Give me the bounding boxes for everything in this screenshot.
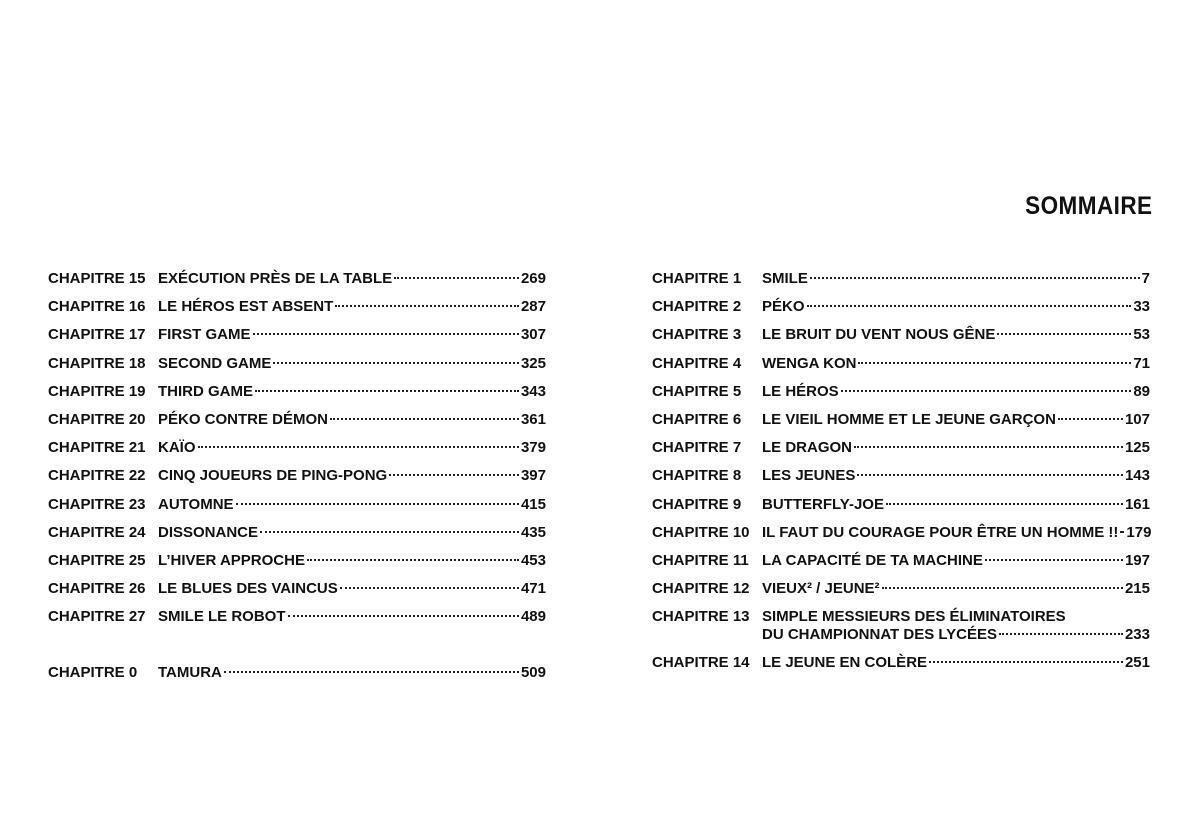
chapter-number: CHAPITRE 10 [652,523,750,541]
dot-leader [985,559,1123,561]
dot-leader [807,305,1132,307]
chapter-title: PÉKO [762,298,805,316]
dot-leader [810,277,1140,279]
toc-entry [652,550,1150,578]
chapter-body [158,578,546,600]
chapter-body [762,353,1150,375]
chapter-title: LE BLUES DES VAINCUS [158,580,338,598]
page-number: 471 [520,580,546,598]
page-number: 33 [1133,298,1150,316]
chapter-title: LE DRAGON [762,439,852,457]
toc-entry [652,465,1150,493]
dot-leader [886,503,1123,505]
chapter-title: LE BRUIT DU VENT NOUS GÊNE [762,326,996,344]
dot-leader [198,446,519,448]
chapter-title: L’HIVER APPROCHE [158,551,305,569]
page-number: 53 [1133,326,1150,344]
page-number: 435 [520,523,546,541]
dot-leader [260,531,519,533]
chapter-number: CHAPITRE 27 [48,608,146,626]
chapter-number: CHAPITRE 16 [48,298,146,316]
chapter-body [158,353,546,375]
chapter-body [762,381,1150,403]
dot-leader [1120,531,1124,533]
chapter-title: IL FAUT DU COURAGE POUR ÊTRE UN HOMME !! [762,523,1119,541]
toc-entry [652,522,1150,550]
page-number: 161 [1124,495,1150,513]
dot-leader [224,671,519,673]
toc-entry [652,324,1150,352]
page-number: 107 [1124,410,1150,428]
dot-leader [255,390,519,392]
toc-entry [652,296,1150,324]
dot-leader [340,587,519,589]
chapter-number: CHAPITRE 1 [652,270,742,287]
dot-leader [288,615,519,617]
page-number: 325 [520,354,546,372]
dot-leader [997,333,1131,335]
chapter-number: CHAPITRE 8 [652,467,742,485]
page-number: 287 [520,298,546,316]
dot-leader [389,474,519,476]
chapter-number: CHAPITRE 2 [652,298,742,316]
chapter-number: CHAPITRE 5 [652,382,742,400]
chapter-title: AUTOMNE [158,495,234,513]
page-number: 453 [520,551,546,569]
dot-leader [273,362,519,364]
page-number: 7 [1141,270,1150,287]
chapter-number: CHAPITRE 0 [48,664,138,682]
dot-leader [1058,418,1123,420]
page-number: 307 [520,326,546,344]
chapter-body [762,494,1150,516]
chapter-body [158,522,546,544]
chapter-title: SIMPLE MESSIEURS DES ÉLIMINATOIRES [762,608,1066,626]
chapter-number: CHAPITRE 13 [652,608,750,626]
chapter-body [158,324,546,346]
dot-leader [929,661,1123,663]
chapter-body [158,409,546,431]
chapter-title-line2: DU CHAMPIONNAT DES LYCÉES [762,626,998,644]
chapter-number: CHAPITRE 7 [652,439,742,457]
chapter-title: SMILE [762,270,808,287]
page-title: SOMMAIRE [1024,192,1152,220]
toc-entry [48,409,546,437]
toc-entry [48,381,546,409]
page-number: 397 [520,467,546,485]
chapter-number: CHAPITRE 17 [48,326,146,344]
chapter-title: LE HÉROS EST ABSENT [158,298,334,316]
page-number: 269 [520,270,546,287]
page-number: 251 [1124,654,1150,672]
chapter-number: CHAPITRE 4 [652,354,742,372]
chapter-body [762,465,1150,487]
toc-entry [48,662,546,690]
page-number: 89 [1133,382,1150,400]
toc-entry [652,409,1150,437]
chapter-title: FIRST GAME [158,326,251,344]
chapter-title: CINQ JOUEURS DE PING-PONG [158,467,388,485]
chapter-title: EXÉCUTION PRÈS DE LA TABLE [158,270,393,287]
toc-entry [48,268,546,296]
chapter-number: CHAPITRE 19 [48,382,146,400]
chapter-body [158,550,546,572]
dot-leader [857,474,1123,476]
chapter-title: PÉKO CONTRE DÉMON [158,410,329,428]
toc-entry [48,353,546,381]
dot-leader [841,390,1132,392]
chapter-body [762,409,1150,431]
toc-entry [652,578,1150,606]
chapter-number: CHAPITRE 25 [48,551,146,569]
chapter-number: CHAPITRE 14 [652,654,750,672]
chapter-body [762,324,1150,346]
chapter-number: CHAPITRE 24 [48,523,146,541]
chapter-title: SECOND GAME [158,354,272,372]
chapter-number: CHAPITRE 9 [652,495,742,513]
toc-left-column [48,268,546,691]
dot-leader [858,362,1131,364]
chapter-body [762,437,1150,459]
chapter-title: TAMURA [158,664,222,682]
page-number: 415 [520,495,546,513]
chapter-body [158,465,546,487]
chapter-title: THIRD GAME [158,382,253,400]
toc-entry [652,381,1150,409]
page-number: 71 [1133,354,1150,372]
chapter-title: KAÏO [158,439,196,457]
page-number: 509 [520,664,546,682]
chapter-number: CHAPITRE 11 [652,551,749,569]
chapter-number: CHAPITRE 6 [652,410,742,428]
page-number: 125 [1124,439,1150,457]
chapter-body [762,578,1150,600]
chapter-body [762,296,1150,318]
chapter-title: LA CAPACITÉ DE TA MACHINE [762,551,983,569]
toc-entry [48,437,546,465]
toc-entry [652,268,1150,296]
dot-leader [330,418,519,420]
toc-entry [48,578,546,606]
chapter-body [158,606,546,628]
dot-leader [882,587,1123,589]
chapter-title: VIEUX² / JEUNE² [762,580,880,598]
dot-leader [253,333,519,335]
toc-entry [652,652,1150,680]
dot-leader [394,277,519,279]
toc-right-column [652,268,1150,680]
chapter-number: CHAPITRE 15 [48,270,146,287]
chapter-body [158,296,546,318]
toc-entry [48,324,546,352]
dot-leader [236,503,519,505]
chapter-title: DISSONANCE [158,523,259,541]
chapter-number: CHAPITRE 21 [48,439,146,457]
chapter-title: LE JEUNE EN COLÈRE [762,654,928,672]
toc-entry [48,494,546,522]
page-number: 343 [520,382,546,400]
chapter-number: CHAPITRE 18 [48,354,146,372]
chapter-number: CHAPITRE 12 [652,580,750,598]
chapter-body [762,522,1150,544]
toc-entry [652,437,1150,465]
toc-entry [652,353,1150,381]
chapter-title: LES JEUNES [762,467,856,485]
chapter-title: BUTTERFLY-JOE [762,495,884,513]
chapter-body [762,652,1150,674]
page-number: 379 [520,439,546,457]
page-number: 489 [520,608,546,626]
chapter-body [158,494,546,516]
chapter-body [762,268,1150,290]
toc-entry [48,522,546,550]
page-number: 143 [1124,467,1150,485]
dot-leader [307,559,519,561]
chapter-number: CHAPITRE 3 [652,326,742,344]
toc-entry [652,494,1150,522]
dot-leader [854,446,1123,448]
page-number: 179 [1126,523,1152,541]
page-number: 197 [1124,551,1150,569]
dot-leader [999,633,1123,635]
chapter-title: LE VIEIL HOMME ET LE JEUNE GARÇON [762,410,1056,428]
chapter-number: CHAPITRE 22 [48,467,146,485]
toc-entry [48,550,546,578]
toc-entry [48,296,546,324]
chapter-body [158,662,546,684]
chapter-number: CHAPITRE 26 [48,580,146,598]
page-number: 215 [1124,580,1150,598]
chapter-body [158,381,546,403]
chapter-title: WENGA KON [762,354,857,372]
toc-entry [48,465,546,493]
toc-entry [48,606,546,634]
chapter-body [158,437,546,459]
chapter-title: LE HÉROS [762,382,839,400]
chapter-number: CHAPITRE 23 [48,495,146,513]
toc-entry [652,606,1150,652]
chapter-body [158,268,546,290]
page-number: 233 [1124,626,1150,644]
chapter-body [762,606,1150,646]
chapter-title: SMILE LE ROBOT [158,608,286,626]
page-number: 361 [520,410,546,428]
dot-leader [335,305,519,307]
chapter-body [762,550,1150,572]
chapter-number: CHAPITRE 20 [48,410,146,428]
